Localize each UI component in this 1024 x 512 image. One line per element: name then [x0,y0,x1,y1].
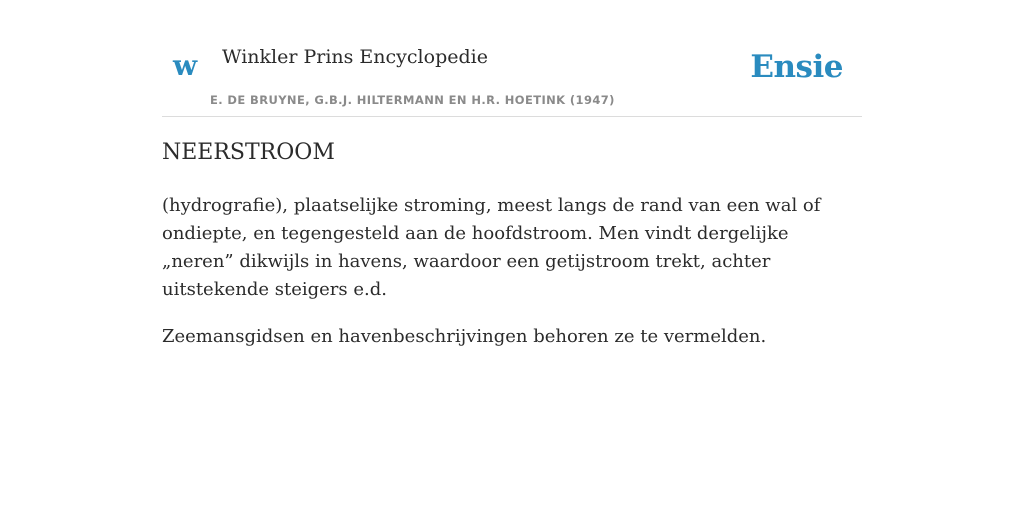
source-authors: E. DE BRUYNE, G.B.J. HILTERMANN EN H.R. HOETINK (1947) [210,93,615,107]
source-title-link[interactable]: Winkler Prins Encyclopedie [222,46,488,68]
entry-paragraph: (hydrografie), plaatselijke stroming, meest langs de rand van een wal of ondiepte, en tegengesteld aan de hoofdstroom. Men vindt dergelijke „neren” dikwijls in havens, waardoor een getijstroom trekt, achter uitstekende steigers e.d. [162,195,821,300]
encyclopedia-page [162,0,862,347]
winkler-prins-logo-icon[interactable]: w [173,49,198,82]
entry-title: NEERSTROOM [162,140,335,165]
entry-body [162,192,862,370]
ensie-brand-link[interactable]: Ensie [750,49,843,85]
page-header [162,0,862,117]
entry-paragraph: Zeemansgidsen en havenbeschrijvingen behoren ze te vermelden. [162,326,767,347]
